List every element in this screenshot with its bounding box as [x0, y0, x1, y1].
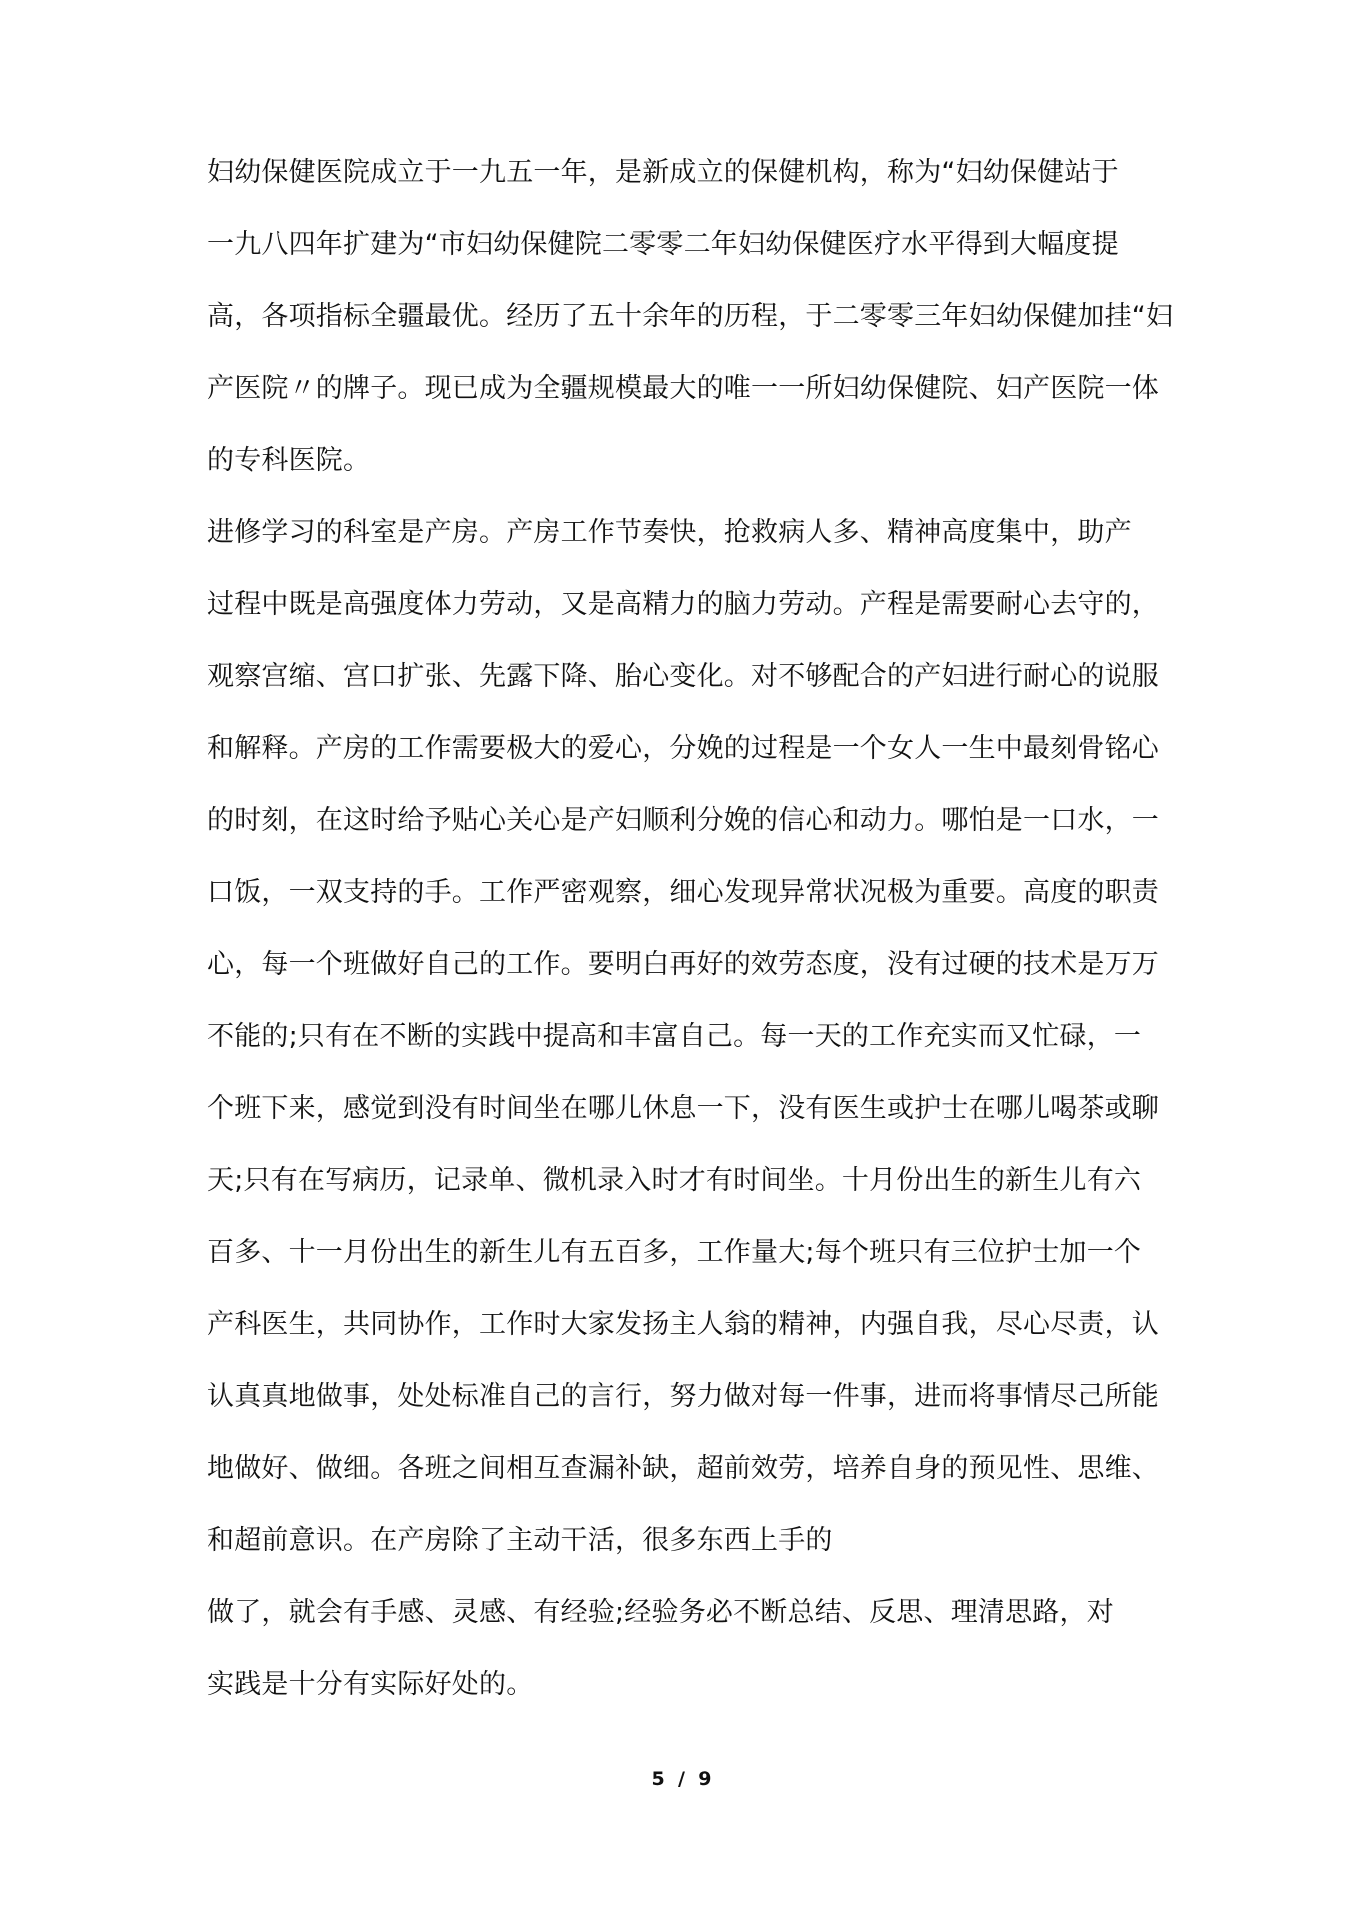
text-line: 的专科医院。 — [207, 445, 371, 476]
text-line: 和解释。产房的工作需要极大的爱心，分娩的过程是一个女人一生中最刻骨铭心 — [207, 733, 1159, 764]
text-line: 过程中既是高强度体力劳动，又是高精力的脑力劳动。产程是需要耐心去守的， — [207, 589, 1159, 620]
text-line: 百多、十一月份出生的新生儿有五百多，工作量大;每个班只有三位护士加一个 — [207, 1237, 1142, 1268]
page-number-current: 5 — [651, 1768, 665, 1790]
text-line: 不能的;只有在不断的实践中提高和丰富自己。每一天的工作充实而又忙碌，一 — [207, 1021, 1142, 1052]
text-line: 和超前意识。在产房除了主动干活，很多东西上手的 — [207, 1525, 833, 1556]
text-line: 妇幼保健医院成立于一九五一年，是新成立的保健机构，称为“妇幼保健站于 — [207, 157, 1119, 188]
text-line: 天;只有在写病历，记录单、微机录入时才有时间坐。十月份出生的新生儿有六 — [207, 1165, 1142, 1196]
text-line: 进修学习的科室是产房。产房工作节奏快，抢救病人多、精神高度集中，助产 — [207, 517, 1132, 548]
text-line: 口饭，一双支持的手。工作严密观察，细心发现异常状况极为重要。高度的职责 — [207, 877, 1159, 908]
page-number-separator — [671, 1768, 691, 1790]
paragraph-hospital-intro — [207, 145, 1174, 505]
text-line: 地做好、做细。各班之间相互查漏补缺，超前效劳，培养自身的预见性、思维、 — [207, 1453, 1159, 1484]
text-line: 做了，就会有手感、灵感、有经验;经验务必不断总结、反思、理清思路，对 — [207, 1597, 1114, 1628]
document-body — [207, 145, 1174, 1729]
text-line: 产医院〃的牌子。现已成为全疆规模最大的唯一一所妇幼保健院、妇产医院一体 — [207, 373, 1159, 404]
text-line: 的时刻，在这时给予贴心关心是产妇顺利分娩的信心和动力。哪怕是一口水，一 — [207, 805, 1159, 836]
text-line: 心，每一个班做好自己的工作。要明白再好的效劳态度，没有过硬的技术是万万 — [207, 949, 1159, 980]
page-number-slash: / — [678, 1768, 685, 1790]
page-number-total: 9 — [698, 1768, 712, 1790]
text-line: 实践是十分有实际好处的。 — [207, 1669, 534, 1700]
text-line: 一九八四年扩建为“市妇幼保健院二零零二年妇幼保健医疗水平得到大幅度提 — [207, 229, 1119, 260]
text-line: 高，各项指标全疆最优。经历了五十余年的历程，于二零零三年妇幼保健加挂“妇 — [207, 301, 1174, 332]
text-line: 产科医生，共同协作，工作时大家发扬主人翁的精神，内强自我，尽心尽责，认 — [207, 1309, 1159, 1340]
text-line: 认真真地做事，处处标准自己的言行，努力做对每一件事，进而将事情尽己所能 — [207, 1381, 1159, 1412]
paragraph-delivery-room — [207, 505, 1167, 1585]
text-line: 观察宫缩、宫口扩张、先露下降、胎心变化。对不够配合的产妇进行耐心的说服 — [207, 661, 1159, 692]
page-number — [0, 1767, 1363, 1791]
text-line: 个班下来，感觉到没有时间坐在哪儿休息一下，没有医生或护士在哪儿喝茶或聊 — [207, 1093, 1159, 1124]
paragraph-experience — [207, 1585, 1167, 1729]
